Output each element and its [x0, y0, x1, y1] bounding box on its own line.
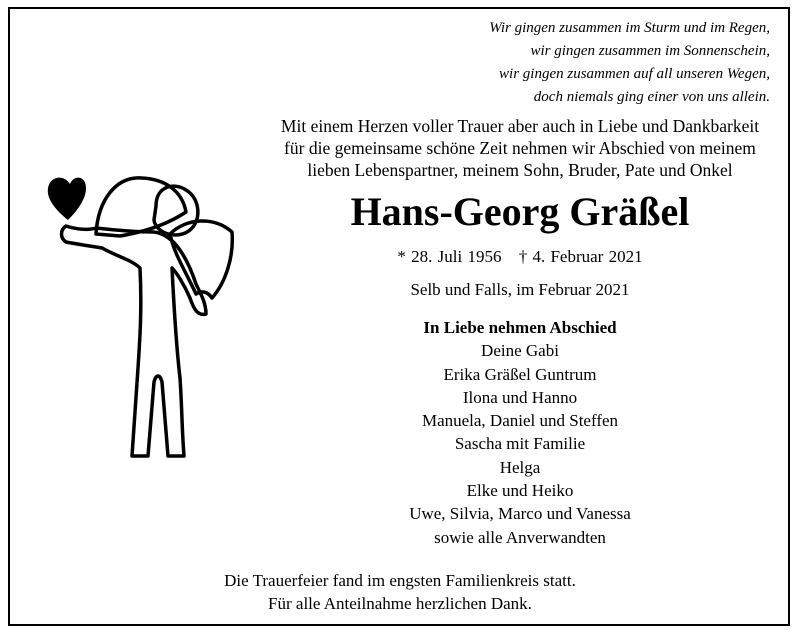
mourner: Deine Gabi: [481, 341, 559, 361]
intro-line: für die gemeinsame schöne Zeit nehmen wir Abschied von meinem: [284, 138, 756, 158]
footer-line: Für alle Anteilnahme herzlichen Dank.: [268, 594, 532, 613]
angel-body: [62, 226, 207, 456]
heart-icon: [48, 178, 86, 220]
intro-line: Mit einem Herzen voller Trauer aber auch in Liebe und Dankbarkeit: [280, 116, 760, 136]
footer-text: [0, 569, 800, 615]
mourner: Manuela, Daniel und Steffen: [421, 411, 619, 431]
poem-line: wir gingen zusammen im Sonnenschein,: [530, 43, 770, 59]
poem-line: wir gingen zusammen auf all unseren Wegen,: [499, 66, 770, 82]
birth-date: * 28. Juli 1956: [397, 247, 502, 266]
poem-line: doch niemals ging einer von uns allein.: [533, 89, 770, 105]
mourner: Ilona und Hanno: [462, 387, 578, 407]
angel-with-heart-icon: [36, 168, 236, 468]
intro-text: [240, 115, 800, 181]
intro-line: lieben Lebenspartner, meinem Sohn, Bruder, Pate und Onkel: [307, 160, 733, 180]
footer-line: Die Trauerfeier fand im engsten Familienkreis statt.: [224, 571, 576, 590]
mourner: sowie alle Anverwandten: [434, 527, 606, 547]
deceased-name: Hans-Georg Gräßel: [350, 189, 690, 234]
angel-wing-front: [170, 221, 232, 298]
death-date: † 4. Februar 2021: [518, 247, 643, 266]
mourner: Elke und Heiko: [466, 481, 574, 501]
poem-line: Wir gingen zusammen im Sturm und im Regen,: [489, 20, 770, 36]
place-date: Selb und Falls, im Februar 2021: [410, 280, 630, 299]
mourner: Sascha mit Familie: [454, 434, 586, 454]
life-dates: [240, 246, 800, 268]
mourners-list: [240, 316, 800, 549]
mourner: Uwe, Silvia, Marco und Vanessa: [409, 504, 631, 524]
mourner: Erika Gräßel Guntrum: [443, 364, 597, 384]
mourner: Helga: [499, 457, 541, 477]
mourners-heading: In Liebe nehmen Abschied: [423, 318, 617, 337]
poem: [489, 17, 770, 109]
